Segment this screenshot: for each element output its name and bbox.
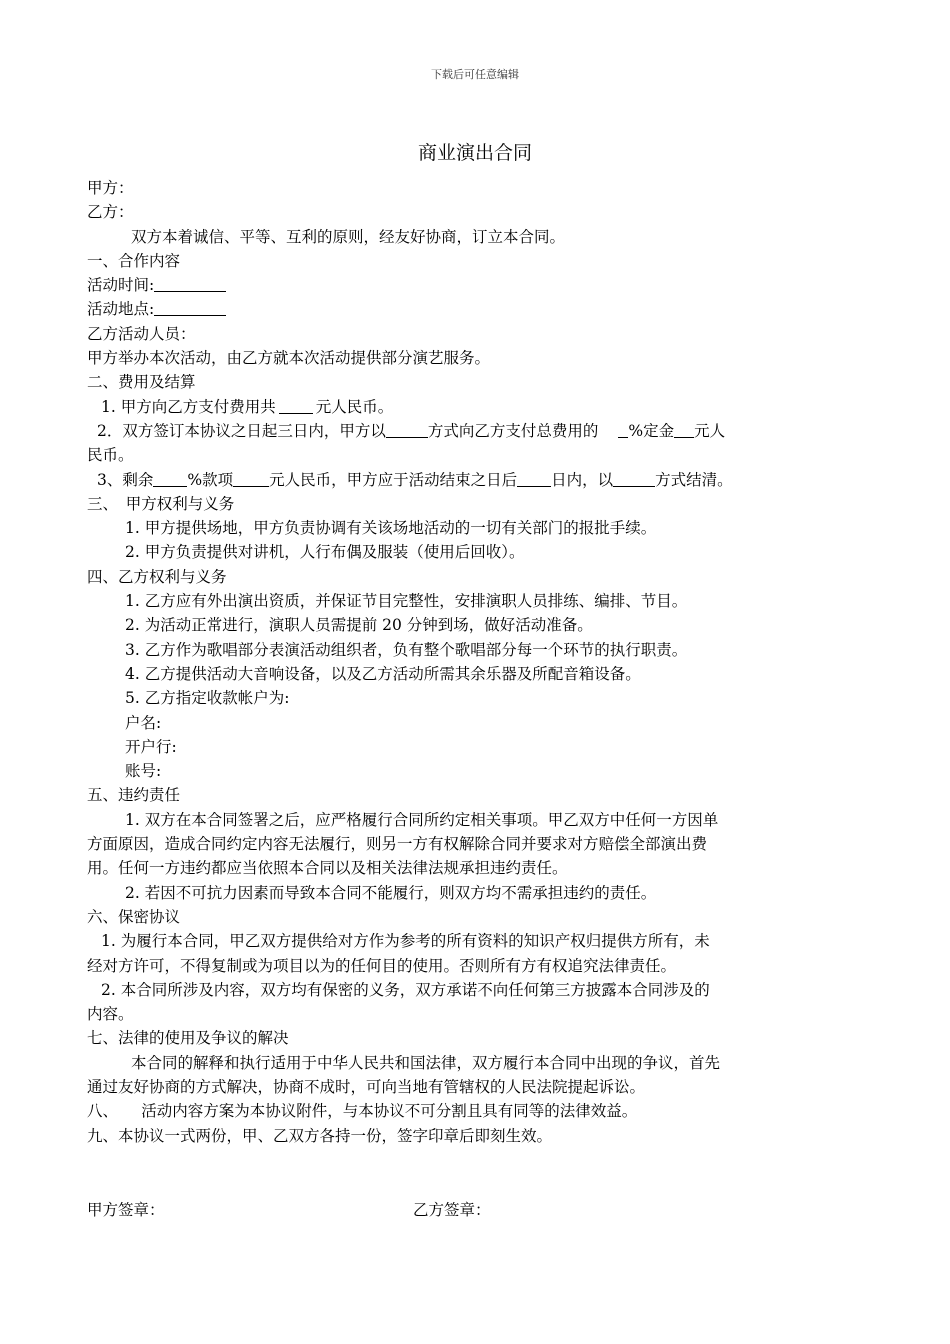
party-a-line: 甲方： <box>87 179 134 197</box>
fee-item-1-unit: 元人民币。 <box>315 397 394 416</box>
section-9: 九、本协议一式两份，甲、乙双方各持一份，签字印章后即刻生效。 <box>87 1126 553 1145</box>
party-a-signature: 甲方签章： <box>87 1201 165 1219</box>
section-8: 八、 活动内容方案为本协议附件，与本协议不可分割且具有同等的法律效益。 <box>87 1102 638 1121</box>
preamble: 双方本着诚信、平等、互利的原则，经友好协商，订立本合同。 <box>131 227 566 246</box>
breach-item-2: 2. 若因不可抗力因素而导致本合同不能履行，则双方均不需承担违约的责任。 <box>125 883 657 902</box>
section-1-desc: 甲方举办本次活动，由乙方就本次活动提供部分演艺服务。 <box>87 349 491 368</box>
law-body-l2: 通过友好协商的方式解决，协商不成时，可向当地有管辖权的人民法院提起诉讼。 <box>87 1077 646 1096</box>
party-b-duty-5: 5. 乙方指定收款帐户为: <box>125 689 290 708</box>
breach-item-1-l3: 用。任何一方违约都应当依照本合同以及相关法律法规承担违约责任。 <box>87 859 568 878</box>
party-b-duty-2: 2. 为活动正常进行，演职人员需提前 20 分钟到场，做好活动准备。 <box>125 616 593 635</box>
party-b-signature: 乙方签章： <box>413 1201 491 1219</box>
fee-item-3 <box>87 468 862 492</box>
activity-time-label: 活动时间: <box>87 276 155 295</box>
activity-place-blank[interactable] <box>154 299 226 316</box>
fee-item-1 <box>87 395 862 419</box>
activity-place-line <box>87 297 862 321</box>
bank-line: 开户行: <box>125 737 177 756</box>
fee-item-3-text: 3、剩余 <box>97 470 154 489</box>
deposit-amount-blank[interactable] <box>674 421 694 438</box>
section-4-heading: 四、乙方权利与义务 <box>87 567 227 586</box>
settle-days-blank[interactable] <box>517 470 551 487</box>
confidential-item-1-l1: 1. 为履行本合同，甲乙双方提供给对方作为参考的所有资料的知识产权归提供方所有，未 <box>101 932 710 951</box>
confidential-item-2-l1: 2. 本合同所涉及内容，双方均有保密的义务，双方承诺不向任何第三方披露本合同涉及的 <box>101 980 710 999</box>
activity-time-blank[interactable] <box>154 275 226 292</box>
breach-item-1-l2: 方面原因，造成合同约定内容无法履行，则另一方有权解除合同并要求对方赔偿全部演出费 <box>87 835 708 854</box>
fee-item-2 <box>87 419 862 443</box>
payment-method-blank[interactable] <box>386 421 428 438</box>
party-b-line: 乙方： <box>87 203 134 222</box>
balance-amount-blank[interactable] <box>233 470 269 487</box>
page-header: 下载后可任意编辑 <box>431 68 519 81</box>
settle-method-blank[interactable] <box>613 470 655 487</box>
law-body-l1: 本合同的解释和执行适用于中华人民共和国法律，双方履行本合同中出现的争议，首先 <box>131 1053 721 1072</box>
fee-item-3-text-b: %款项 <box>187 470 234 489</box>
fee-item-2-deposit: %定金 <box>628 421 675 440</box>
section-2-heading: 二、费用及结算 <box>87 373 196 392</box>
fee-item-3-text-d: 日内，以 <box>551 470 614 489</box>
fee-item-3-text-e: 方式结清。 <box>655 470 733 489</box>
activity-time-line <box>87 273 862 297</box>
fee-item-1-text: 1. 甲方向乙方支付费用共 <box>101 397 276 416</box>
balance-percent-blank[interactable] <box>153 470 187 487</box>
contract-title: 商业演出合同 <box>417 142 532 164</box>
section-3-heading: 三、 甲方权利与义务 <box>87 494 235 513</box>
party-b-duty-3: 3. 乙方作为歌唱部分表演活动组织者，负有整个歌唱部分每一个环节的执行职责。 <box>125 640 688 659</box>
fee-item-2-cont: 民币。 <box>87 446 134 465</box>
fee-item-2-unit: 元人 <box>694 421 726 440</box>
fee-item-2-text-b: 方式向乙方支付总费用的 <box>427 421 599 440</box>
section-5-heading: 五、违约责任 <box>87 786 181 805</box>
breach-item-1-l1: 1. 双方在本合同签署之后，应严格履行合同所约定相关事项。甲乙双方中任何一方因单 <box>125 810 719 829</box>
fee-total-blank[interactable] <box>279 397 313 414</box>
party-a-duty-2: 2. 甲方负责提供对讲机，人行布偶及服装（使用后回收）。 <box>125 543 525 562</box>
activity-place-label: 活动地点: <box>87 300 155 319</box>
fee-item-2-text: 2．双方签订本协议之日起三日内，甲方以 <box>97 421 386 440</box>
confidential-item-2-l2: 内容。 <box>87 1005 134 1024</box>
party-b-duty-1: 1. 乙方应有外出演出资质，并保证节目完整性，安排演职人员排练、编排、节目。 <box>125 592 688 611</box>
party-b-duty-4: 4. 乙方提供活动大音响设备，以及乙方活动所需其余乐器及所配音箱设备。 <box>125 664 641 683</box>
deposit-percent-blank[interactable] <box>618 421 628 438</box>
party-a-duty-1: 1. 甲方提供场地，甲方负责协调有关该场地活动的一切有关部门的报批手续。 <box>125 519 657 538</box>
account-name-line: 户名: <box>125 713 162 732</box>
section-7-heading: 七、法律的使用及争议的解决 <box>87 1029 289 1048</box>
fee-item-3-text-c: 元人民币，甲方应于活动结束之日后 <box>269 470 518 489</box>
section-6-heading: 六、保密协议 <box>87 907 181 926</box>
account-no-line: 账号: <box>125 762 162 781</box>
contract-body <box>87 176 862 1148</box>
section-1-heading: 一、合作内容 <box>87 251 181 270</box>
staff-line: 乙方活动人员： <box>87 324 196 343</box>
confidential-item-1-l2: 经对方许可，不得复制或为项目以为的任何目的使用。否则所有方有权追究法律责任。 <box>87 956 677 975</box>
